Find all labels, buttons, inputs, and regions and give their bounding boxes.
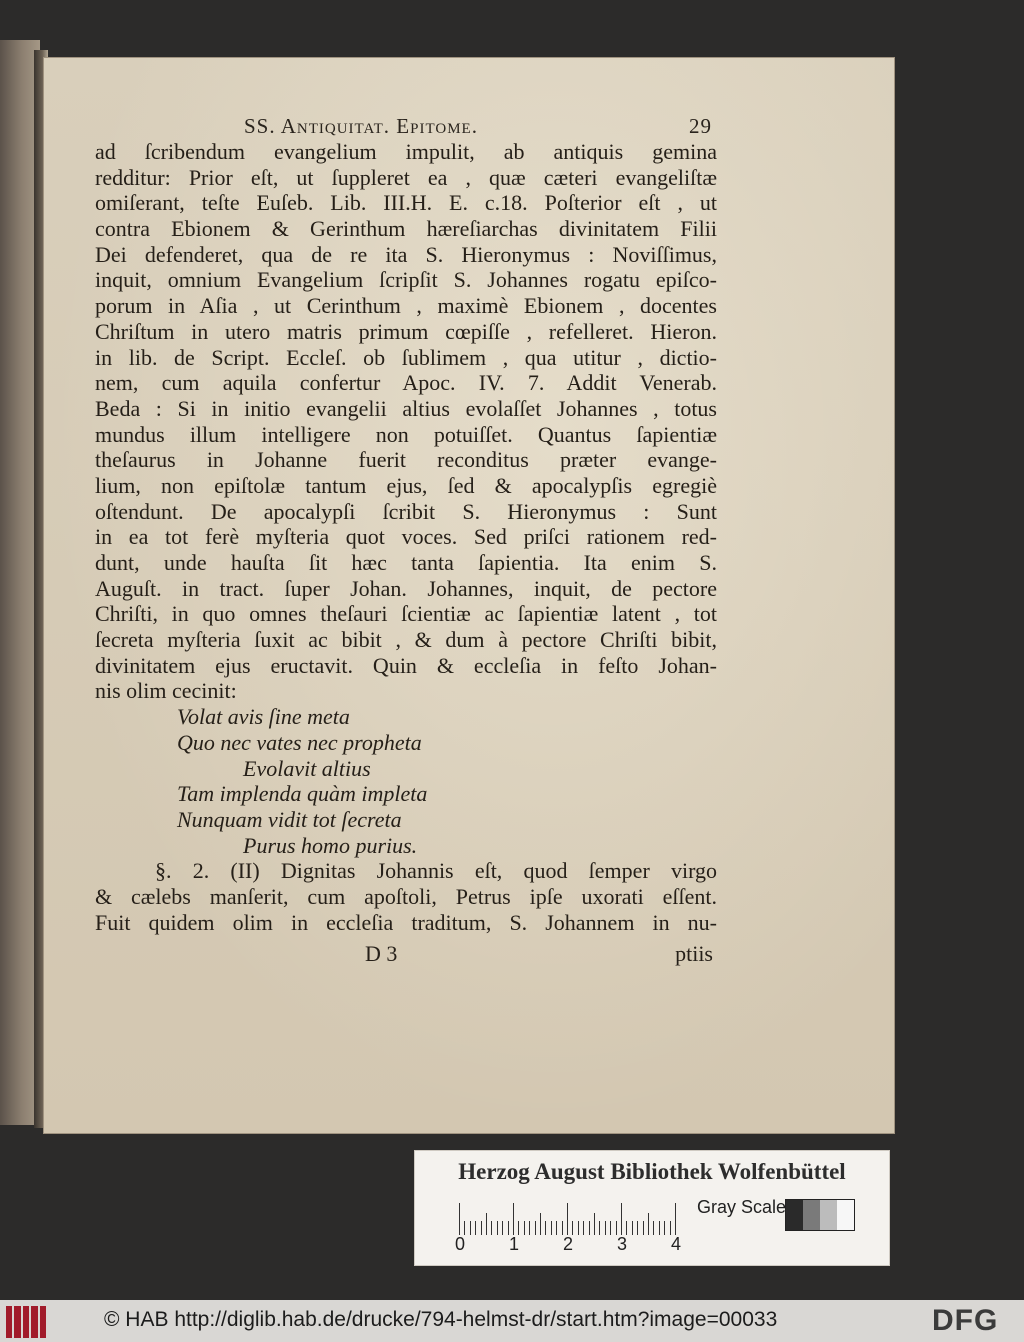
page-number: 29 bbox=[689, 114, 712, 138]
ruler-tick bbox=[589, 1221, 590, 1235]
text-line: in lib. de Script. Eccleſ. ob ſublimem , qua utitur , dictio- bbox=[95, 344, 717, 370]
gray-patch bbox=[786, 1200, 803, 1230]
copyright-link[interactable]: © HAB http://diglib.hab.de/drucke/794-helmst-dr/start.htm?image=00033 bbox=[104, 1308, 778, 1331]
text-line: omiſerant, teſte Euſeb. Lib. III.H. E. c.18. Poſterior eſt , ut bbox=[95, 190, 717, 216]
ruler-tick bbox=[567, 1203, 568, 1235]
ruler-tick bbox=[675, 1203, 676, 1235]
catchword: ptiis bbox=[675, 941, 713, 966]
ruler-tick bbox=[556, 1221, 557, 1235]
ruler-tick bbox=[594, 1213, 595, 1235]
ruler-tick bbox=[529, 1221, 530, 1235]
ruler-number: 0 bbox=[455, 1234, 466, 1254]
ruler-numbers bbox=[455, 1234, 695, 1256]
ruler-tick bbox=[605, 1221, 606, 1235]
color-scale-card bbox=[414, 1150, 890, 1266]
ruler-tick bbox=[610, 1221, 611, 1235]
ruler-tick bbox=[670, 1221, 671, 1235]
ruler-tick bbox=[643, 1221, 644, 1235]
ruler-tick bbox=[578, 1221, 579, 1235]
ruler-number: 1 bbox=[509, 1234, 520, 1254]
verse-line: Tam implenda quàm impleta bbox=[177, 781, 428, 807]
institution-name: Herzog August Bibliothek Wolfenbüttel bbox=[458, 1159, 846, 1184]
ruler-tick bbox=[583, 1221, 584, 1235]
text-line: lium, non epiſtolæ tantum ejus, ſed & apocalypſis egregiè bbox=[95, 472, 717, 498]
body-text bbox=[95, 139, 717, 935]
text-line: Auguſt. in tract. ſuper Johan. Johannes, inquit, de pectore bbox=[95, 575, 717, 601]
verse-line: Nunquam vidit tot ſecreta bbox=[177, 806, 402, 832]
ruler-tick bbox=[459, 1203, 460, 1235]
section-line: §. 2. (II) Dignitas Johannis eſt, quod ſemper virgo bbox=[155, 858, 717, 884]
ruler-tick bbox=[626, 1221, 627, 1235]
ruler-tick bbox=[653, 1221, 654, 1235]
ruler-tick bbox=[659, 1221, 660, 1235]
section-line: & cælebs manſerit, cum apoſtoli, Petrus ipſe uxorati eſſent. bbox=[95, 883, 717, 909]
verse-line: Quo nec vates nec propheta bbox=[177, 729, 422, 755]
running-title: SS. Antiquitat. Epitome. bbox=[244, 114, 478, 138]
text-line: dunt, unde hauſta ſit hæc tanta ſapientia. Ita enim S. bbox=[95, 550, 717, 575]
ruler-tick bbox=[664, 1221, 665, 1235]
gray-patch bbox=[837, 1200, 854, 1230]
ruler-tick bbox=[545, 1221, 546, 1235]
running-head bbox=[244, 114, 714, 140]
ruler-tick bbox=[513, 1203, 514, 1235]
ruler-tick bbox=[648, 1213, 649, 1235]
text-line: nem, cum aquila confertur Apoc. IV. 7. Addit Venerab. bbox=[95, 370, 717, 396]
ruler-tick bbox=[540, 1213, 541, 1235]
page-footer bbox=[95, 941, 715, 967]
ruler-tick bbox=[632, 1221, 633, 1235]
verse-line: Evolavit altius bbox=[243, 755, 371, 781]
ruler-tick bbox=[508, 1221, 509, 1235]
ruler-tick bbox=[572, 1221, 573, 1235]
ruler-tick bbox=[502, 1221, 503, 1235]
gray-scale-swatch bbox=[785, 1199, 855, 1231]
ruler-number: 2 bbox=[563, 1234, 574, 1254]
hab-logo-icon bbox=[6, 1306, 46, 1338]
ruler-tick bbox=[621, 1203, 622, 1235]
ruler-tick bbox=[481, 1221, 482, 1235]
text-line: contra Ebionem & Gerinthum hæreſiarchas divinitatem Filii bbox=[95, 216, 717, 242]
ruler-number: 4 bbox=[671, 1234, 682, 1254]
ruler-tick bbox=[551, 1221, 552, 1235]
gray-scale-label: Gray Scale bbox=[697, 1197, 787, 1217]
verse-line: Purus homo purius. bbox=[243, 832, 418, 858]
ruler-tick bbox=[470, 1221, 471, 1235]
text-line: porum in Aſia , ut Cerinthum , maximè Ebionem , docentes bbox=[95, 293, 717, 319]
ruler-tick bbox=[486, 1213, 487, 1235]
logo-bar bbox=[31, 1306, 37, 1338]
gray-patch bbox=[820, 1200, 837, 1230]
section-line: Fuit quidem olim in eccleſia traditum, S. Johannem in nu- bbox=[95, 909, 717, 935]
logo-bar bbox=[40, 1306, 46, 1338]
logo-bar bbox=[14, 1306, 20, 1338]
ruler-tick bbox=[535, 1221, 536, 1235]
ruler-tick bbox=[475, 1221, 476, 1235]
text-line: mundus illum intelligere non potuiſſet. Quantus ſapientiæ bbox=[95, 421, 717, 447]
text-line: oſtendunt. De apocalypſi ſcribit S. Hieronymus : Sunt bbox=[95, 498, 717, 524]
ruler-tick bbox=[524, 1221, 525, 1235]
signature-mark: D 3 bbox=[365, 941, 398, 966]
text-line: ad ſcribendum evangelium impulit, ab antiquis gemina bbox=[95, 139, 717, 164]
dfg-logo: DFG bbox=[932, 1304, 999, 1337]
ruler-tick bbox=[491, 1221, 492, 1235]
text-line: in ea tot ferè myſteria quot voces. Sed priſci rationem red- bbox=[95, 524, 717, 550]
ruler-tick bbox=[616, 1221, 617, 1235]
ruler bbox=[459, 1201, 685, 1235]
ruler-number: 3 bbox=[617, 1234, 628, 1254]
text-line: theſaurus in Johanne fuerit reconditus præter evange- bbox=[95, 447, 717, 473]
text-line: divinitatem ejus eructavit. Quin & eccleſia in feſto Johan- bbox=[95, 652, 717, 678]
text-line: Beda : Si in initio evangelii altius evolaſſet Johannes , totus bbox=[95, 395, 717, 421]
ruler-tick bbox=[497, 1221, 498, 1235]
text-line: Dei defenderet, qua de re ita S. Hieronymus : Noviſſimus, bbox=[95, 241, 717, 267]
text-line: inquit, omnium Evangelium ſcripſit S. Johannes rogatu epiſco- bbox=[95, 267, 717, 293]
text-line: ſecreta myſteria ſuxit ac bibit , & dum à pectore Chriſti bibit, bbox=[95, 627, 717, 653]
logo-bar bbox=[23, 1306, 29, 1338]
text-line: Chriſti, in quo omnes theſauri ſcientiæ ac ſapientiæ latent , tot bbox=[95, 601, 717, 627]
text-line: redditur: Prior eſt, ut ſuppleret ea , quæ cæteri evangeliſtæ bbox=[95, 164, 717, 190]
ruler-tick bbox=[562, 1221, 563, 1235]
gray-patch bbox=[803, 1200, 820, 1230]
ruler-tick bbox=[637, 1221, 638, 1235]
text-line: Chriſtum in utero matris primum cœpiſſe , refelleret. Hieron. bbox=[95, 318, 717, 344]
logo-bar bbox=[6, 1306, 12, 1338]
ruler-tick bbox=[599, 1221, 600, 1235]
ruler-tick bbox=[464, 1221, 465, 1235]
text-line: nis olim cecinit: bbox=[95, 678, 237, 704]
ruler-tick bbox=[518, 1221, 519, 1235]
verse-line: Volat avis ſine meta bbox=[177, 704, 350, 730]
